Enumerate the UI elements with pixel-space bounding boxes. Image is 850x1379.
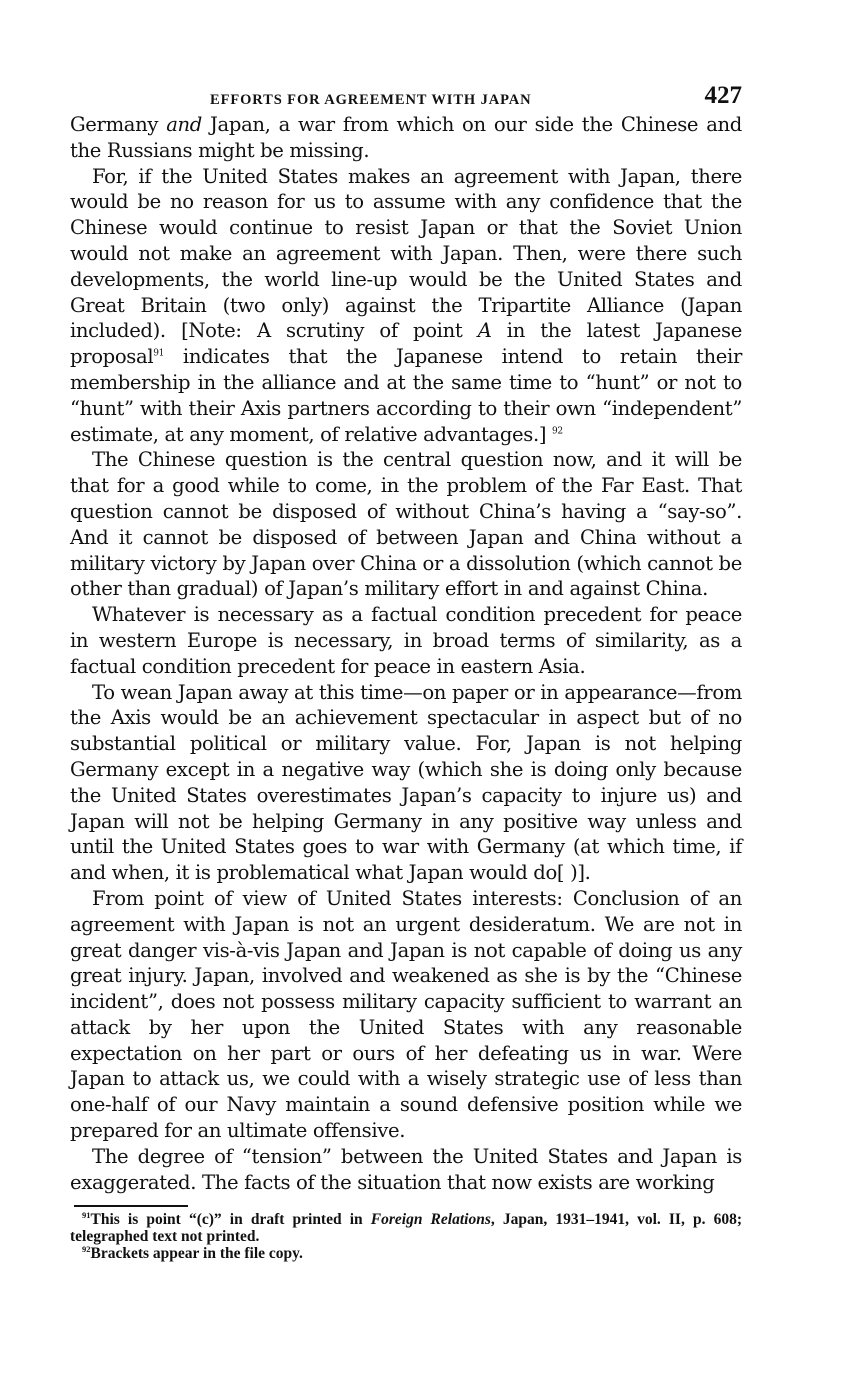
text-run: II [668,1211,681,1229]
footnote [70,1245,742,1262]
document-page [70,78,742,1262]
footnote-number: 92 [82,1244,91,1255]
paragraph: The degree of “tension” between the United States and Japan is exaggerated. The facts of the situation that now exists are working [70,1144,742,1194]
text-run: Japan, a war from which on our side the Chinese and the Russians might be missing. [70,113,743,162]
text-run: This is point “(c)” in draft printed in [90,1211,371,1229]
text-run: , Japan, 1931–1941, vol. [490,1211,669,1229]
footnote [70,1211,742,1245]
footnote-number: 91 [82,1210,91,1221]
body-text [70,112,742,1195]
paragraph [70,164,742,448]
paragraph: From point of view of United States interests: Conclusion of an agreement with Japan is not an urgent desideratum. We are not in great danger vis-à-vis Japan and Japan is not capable of doing us any great injury. Japan, involved and weakened as she is by the “Chinese incident”, does not possess military capacity sufficient to warrant an attack by her upon the United States with any reasonable expectation on her part or ours of her defeating us in war. Were Japan to attack us, we could with a wisely strategic use of less than one-half of our Navy maintain a sound defensive position while we prepared for an ultimate offensive. [70,886,742,1143]
running-head: EFFORTS FOR AGREEMENT WITH JAPAN [210,92,532,108]
text-run: indicates that the Japanese intend to retain their membership in the alliance and at the same time to “hunt” or not to “hunt” with their Axis partners according to their own “independent” estimate, at any moment, of relative advantages.] [70,345,742,446]
emphasis: A [477,319,492,343]
footnote-reference: 91 [153,348,165,359]
emphasis: and [166,113,202,136]
paragraph: To wean Japan away at this time—on paper or in appearance—from the Axis would be an achievement spectacular in aspect but of no substantial political or military value. For, Japan is not helping Germany except in a negative way (which she is doing only because the United States overestimates Japan’s capacity to injure us) and Japan will not be helping Germany in any positive way unless and until the United States goes to war with Germany (at which time, if and when, it is problematical what Japan would do[ )]. [70,680,742,885]
paragraph [70,112,742,164]
page-header [70,78,742,112]
footnotes [70,1211,742,1262]
text-run: Germany [70,113,167,136]
text-run: in the latest Japanese proposal [70,319,742,369]
text-run: Brackets appear in the file copy. [90,1245,303,1263]
text-run: , p. 608; telegraphed text not printed. [70,1211,742,1246]
paragraph: Whatever is necessary as a factual condition precedent for peace in western Europe is necessary, in broad terms of similarity, as a factual condition precedent for peace in eastern Asia. [70,603,742,678]
page-number: 427 [704,82,742,109]
footnote-divider [74,1205,188,1207]
paragraph: The Chinese question is the central question now, and it will be that for a good while to come, in the problem of the Far East. That question cannot be disposed of without China’s having a “say-so”. And it cannot be disposed of between Japan and China without a military victory by Japan over China or a dissolution (which cannot be other than gradual) of Japan’s military effort in and against China. [70,448,742,601]
emphasis: Foreign Relations [370,1211,491,1229]
text-run: For, if the United States makes an agreement with Japan, there would be no reason for us to assume with any confidence that the Chinese would continue to resist Japan or that the Soviet Union would not make an agreement with Japan. Then, were there such developments, the world line-up would be the United States and Great Britain (two only) against the Tripartite Alliance (Japan included). [Note: A scrutiny of point [70,164,742,343]
footnote-reference: 92 [552,426,563,437]
